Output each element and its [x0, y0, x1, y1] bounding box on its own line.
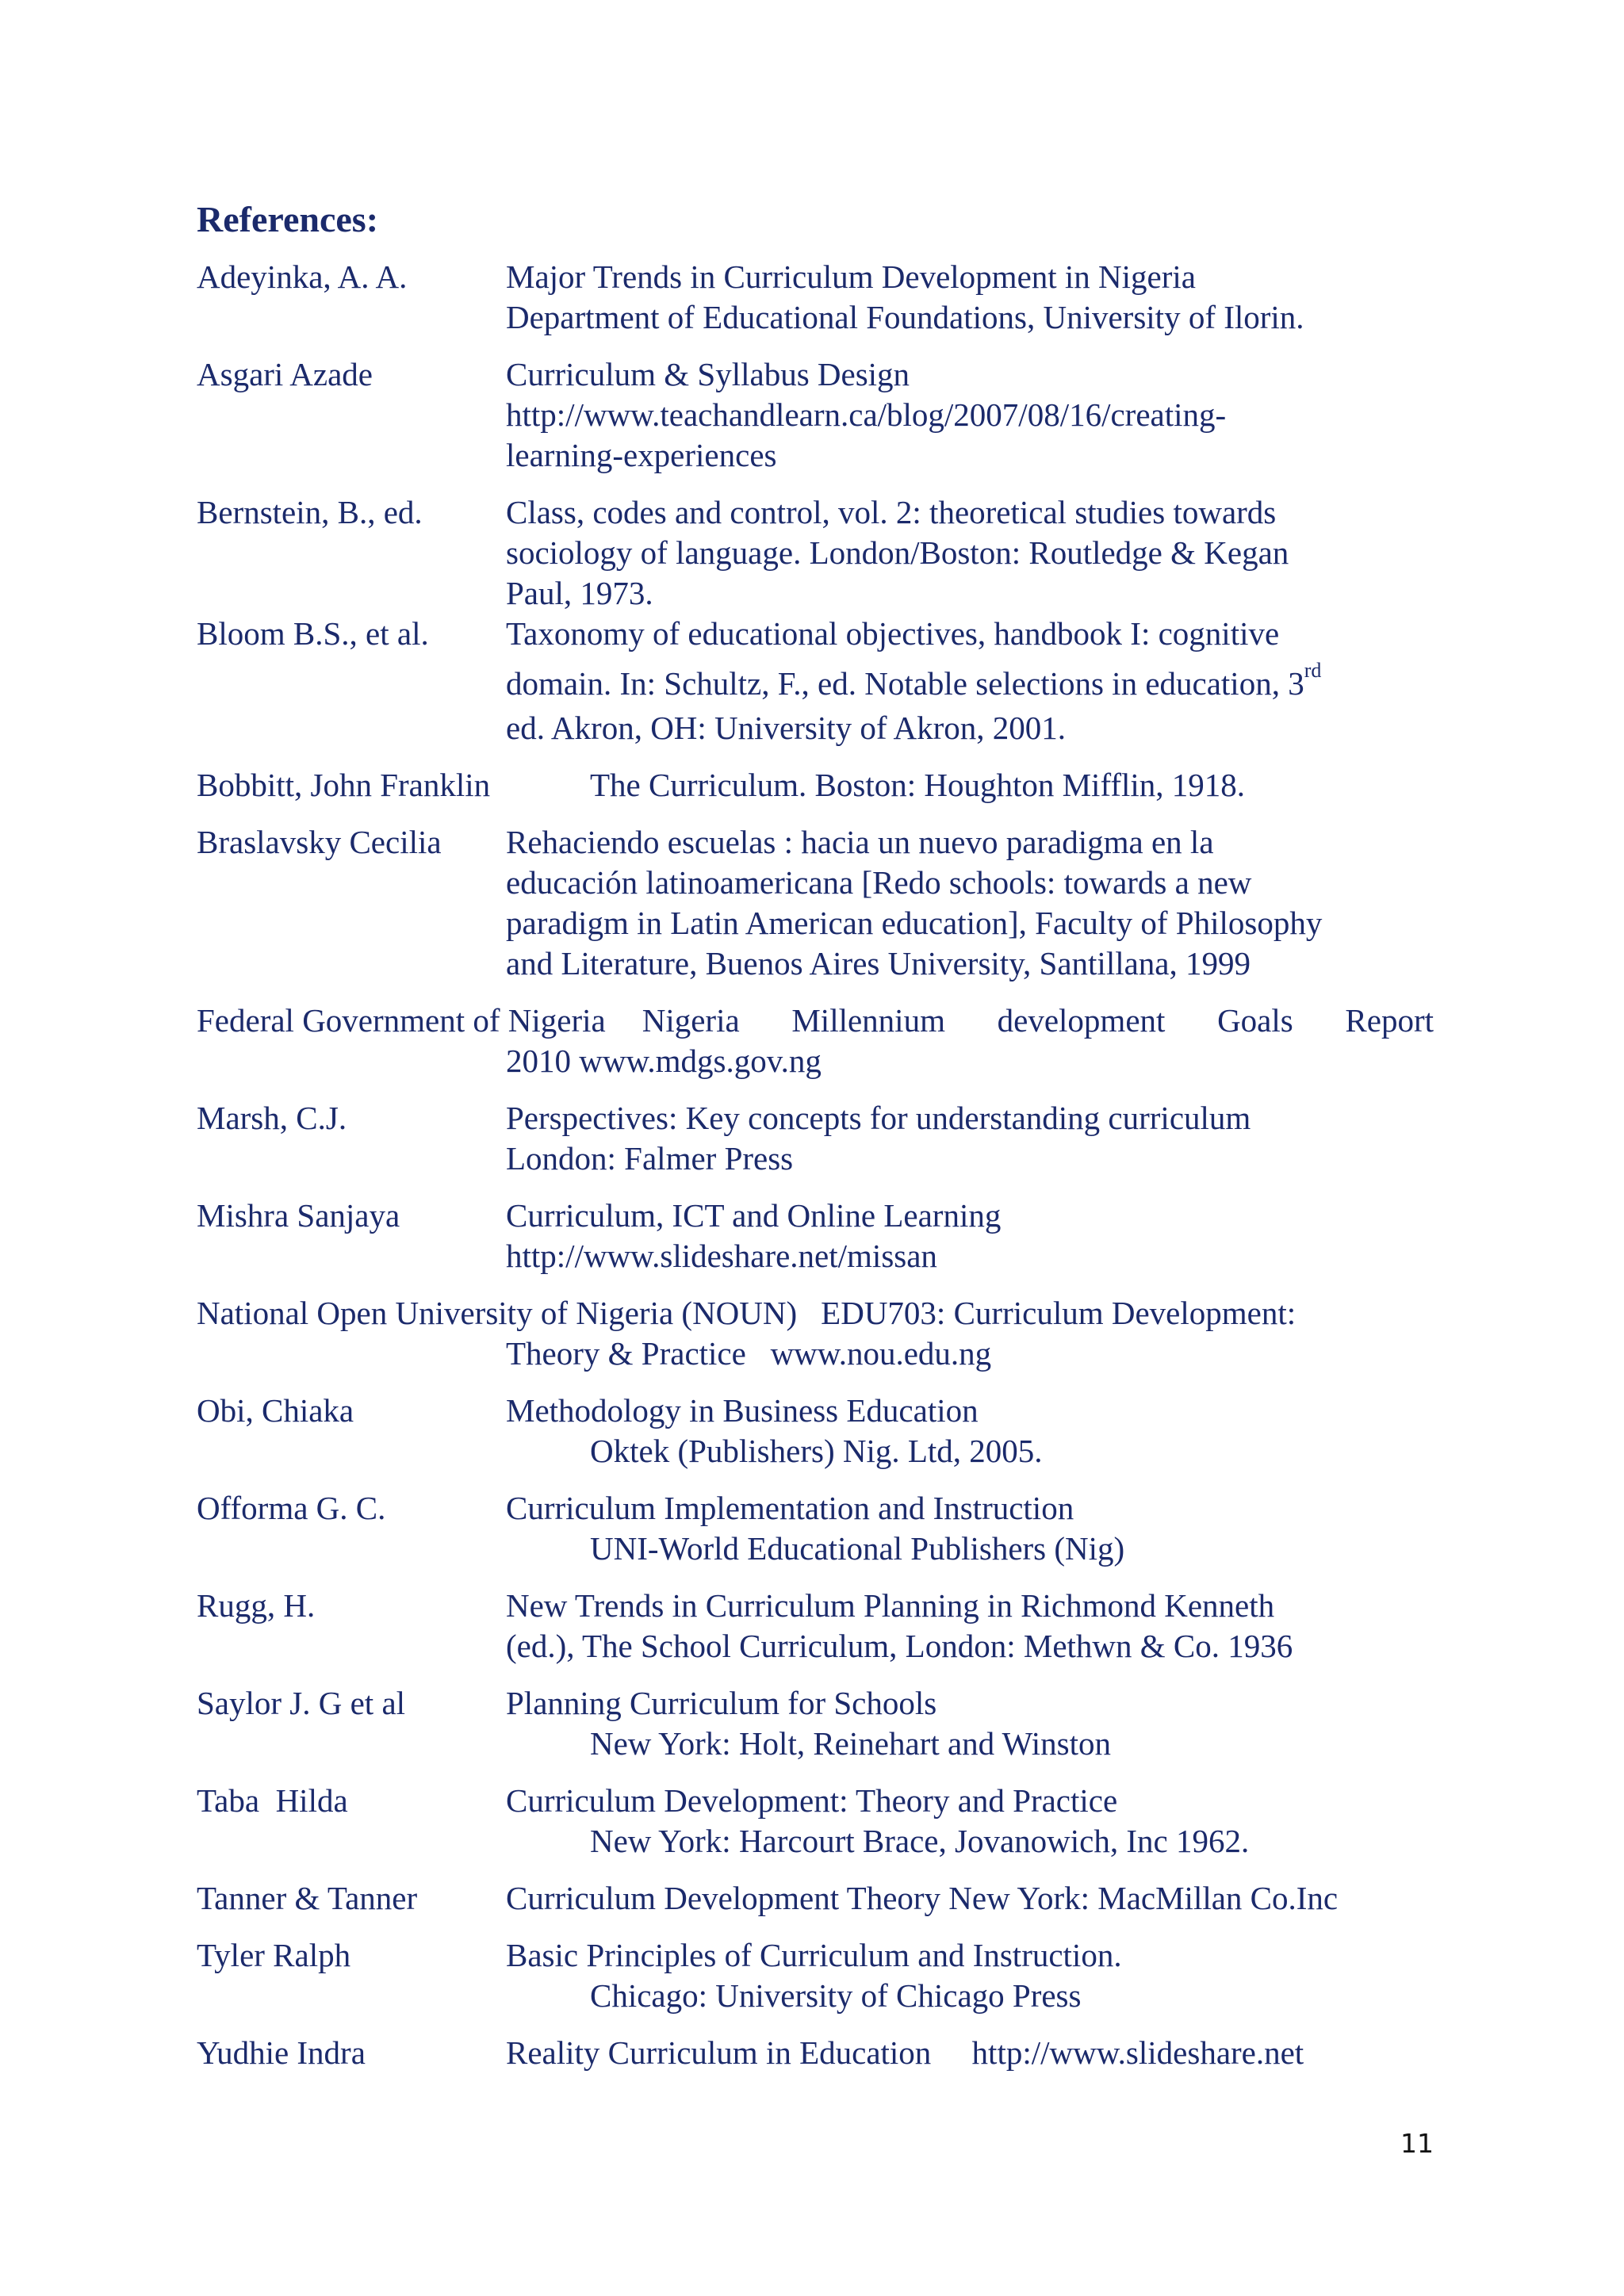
reference-url[interactable]: http://www.slideshare.net/missan: [506, 1238, 937, 1274]
reference-text: The Curriculum. Boston: Houghton Mifflin, 1918.: [590, 767, 1246, 803]
reference-entry: [197, 1391, 1434, 1471]
reference-text: [506, 1683, 1434, 1764]
reference-author: Rugg, H.: [197, 1587, 316, 1624]
reference-text: [506, 1196, 1434, 1276]
reference-line: New Trends in Curriculum Planning in Richmond Kenneth: [506, 1587, 1275, 1624]
reference-line: ed. Akron, OH: University of Akron, 2001.: [506, 710, 1067, 746]
reference-line: Nigeria Millennium development Goals Report: [642, 1002, 1434, 1039]
reference-entry: [197, 1293, 1434, 1374]
reference-entry: [197, 354, 1434, 476]
reference-text: Curriculum Development Theory New York: MacMillan Co.Inc: [506, 1880, 1339, 1916]
reference-author: Marsh, C.J.: [197, 1100, 347, 1136]
reference-entry: [197, 492, 1434, 614]
reference-line: (ed.), The School Curriculum, London: Methwn & Co. 1936: [506, 1628, 1293, 1664]
reference-entry: [197, 765, 1434, 806]
reference-entry: [197, 614, 1434, 748]
reference-entry: [197, 1196, 1434, 1276]
reference-entry: [197, 257, 1434, 338]
reference-line: educación latinoamericana [Redo schools: towards a new: [506, 864, 1252, 901]
reference-author: Tanner & Tanner: [197, 1880, 418, 1916]
page-number: 11: [1400, 2128, 1434, 2159]
reference-author: Taba Hilda: [197, 1782, 348, 1819]
reference-entry: [197, 1586, 1434, 1667]
reference-author: Mishra Sanjaya: [197, 1197, 400, 1234]
reference-line: New York: Harcourt Brace, Jovanowich, Inc 1962.: [590, 1823, 1250, 1859]
reference-entry: [197, 822, 1434, 984]
reference-first-line: [197, 1293, 1434, 1334]
reference-line: Planning Curriculum for Schools: [506, 1685, 937, 1721]
reference-line: Department of Educational Foundations, University of Ilorin.: [506, 299, 1304, 335]
reference-author: Adeyinka, A. A.: [197, 258, 408, 295]
reference-text: [506, 257, 1434, 338]
reference-author: Bloom B.S., et al.: [197, 615, 429, 652]
reference-entry: [197, 1683, 1434, 1764]
reference-text: [506, 822, 1434, 984]
reference-text: [506, 1098, 1434, 1179]
reference-text: [506, 1391, 1434, 1471]
reference-text: [506, 492, 1434, 614]
reference-url[interactable]: learning-experiences: [506, 437, 777, 473]
reference-author: Bernstein, B., ed.: [197, 494, 423, 530]
reference-text: [506, 1586, 1434, 1667]
reference-author: Obi, Chiaka: [197, 1392, 354, 1429]
reference-line-text: domain. In: Schultz, F., ed. Notable selections in education, 3: [506, 665, 1304, 702]
reference-line: New York: Holt, Reinehart and Winston: [590, 1725, 1111, 1762]
reference-line: 2010 www.mdgs.gov.ng: [506, 1043, 822, 1079]
reference-text: [506, 614, 1434, 748]
reference-author: Federal Government of Nigeria: [197, 1002, 606, 1039]
reference-entry: [197, 1781, 1434, 1862]
reference-line: UNI-World Educational Publishers (Nig): [590, 1530, 1125, 1567]
reference-author: Bobbitt, John Franklin: [197, 767, 491, 803]
reference-entry: [197, 1001, 1434, 1081]
reference-entry: [197, 2033, 1434, 2073]
reference-entry: [197, 1935, 1434, 2016]
superscript: rd: [1304, 659, 1322, 682]
reference-author: Braslavsky Cecilia: [197, 824, 442, 860]
reference-line: Taxonomy of educational objectives, handbook I: cognitive: [506, 615, 1280, 652]
reference-line: Major Trends in Curriculum Development in Nigeria: [506, 258, 1196, 295]
reference-line: London: Falmer Press: [506, 1140, 794, 1177]
reference-line: Chicago: University of Chicago Press: [590, 1977, 1082, 2014]
reference-url[interactable]: http://www.teachandlearn.ca/blog/2007/08/16/creating-: [506, 396, 1227, 433]
references-list: [197, 257, 1434, 2090]
reference-entry: [197, 1878, 1434, 1919]
reference-author: Saylor J. G et al: [197, 1685, 406, 1721]
reference-line: Rehaciendo escuelas : hacia un nuevo paradigma en la: [506, 824, 1214, 860]
reference-author: Offorma G. C.: [197, 1490, 386, 1526]
reference-line: EDU703: Curriculum Development:: [821, 1295, 1297, 1331]
references-heading: References:: [197, 199, 379, 239]
reference-line: Curriculum Implementation and Instruction: [506, 1490, 1074, 1526]
reference-line: Paul, 1973.: [506, 575, 653, 611]
reference-line: paradigm in Latin American education], Faculty of Philosophy: [506, 905, 1323, 941]
reference-line: Perspectives: Key concepts for understanding curriculum: [506, 1100, 1251, 1136]
reference-line: Curriculum Development: Theory and Practice: [506, 1782, 1118, 1819]
reference-line: Curriculum, ICT and Online Learning: [506, 1197, 1002, 1234]
reference-text: [506, 354, 1434, 476]
reference-author: National Open University of Nigeria (NOUN): [197, 1295, 798, 1331]
reference-line: and Literature, Buenos Aires University, Santillana, 1999: [506, 945, 1251, 982]
reference-line: Curriculum & Syllabus Design: [506, 356, 910, 392]
reference-text: [506, 1935, 1434, 2016]
reference-line: Theory & Practice www.nou.edu.ng: [506, 1335, 992, 1372]
reference-first-line: [197, 1001, 1434, 1041]
reference-entry: [197, 1098, 1434, 1179]
reference-author: Tyler Ralph: [197, 1937, 351, 1973]
reference-author: Yudhie Indra: [197, 2034, 366, 2071]
reference-line: Methodology in Business Education: [506, 1392, 979, 1429]
reference-line: Oktek (Publishers) Nig. Ltd, 2005.: [590, 1433, 1043, 1469]
reference-line: sociology of language. London/Boston: Routledge & Kegan: [506, 534, 1289, 571]
reference-line: Class, codes and control, vol. 2: theoretical studies towards: [506, 494, 1277, 530]
reference-text: [506, 1488, 1434, 1569]
reference-author: Asgari Azade: [197, 356, 373, 392]
reference-text: Reality Curriculum in Education http://www.slideshare.net: [506, 2034, 1304, 2071]
reference-line: Basic Principles of Curriculum and Instruction.: [506, 1937, 1122, 1973]
reference-entry: [197, 1488, 1434, 1569]
reference-text: [506, 1781, 1434, 1862]
